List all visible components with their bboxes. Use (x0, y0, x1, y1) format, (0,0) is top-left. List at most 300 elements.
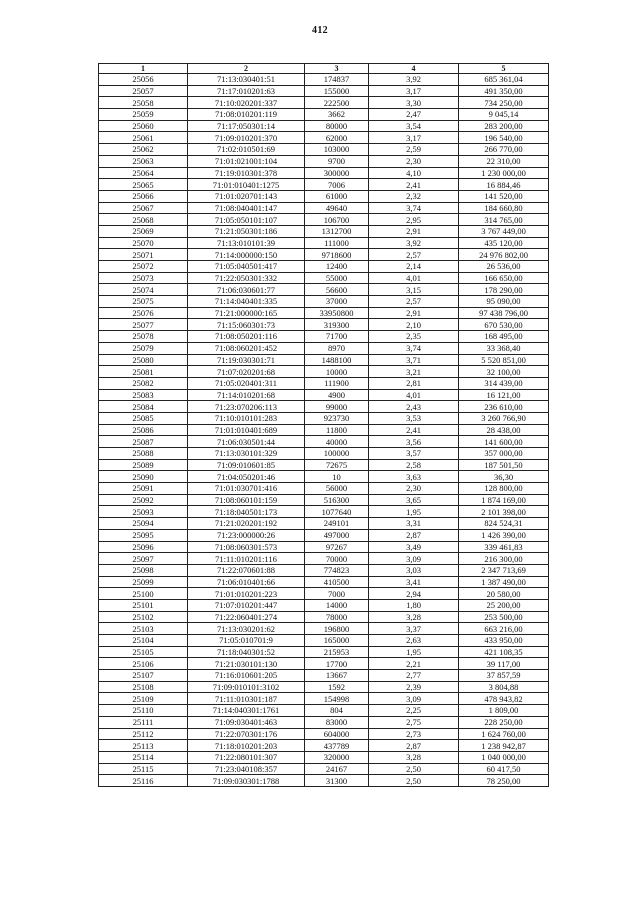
table-cell: 111900 (305, 377, 369, 389)
table-cell: 9 045,14 (459, 109, 549, 121)
table-cell: 25090 (99, 471, 188, 483)
table-cell: 25105 (99, 646, 188, 658)
table-cell: 25081 (99, 366, 188, 378)
table-cell: 4,10 (369, 167, 459, 179)
table-cell: 71:07:010201:447 (188, 599, 305, 611)
table-cell: 71:21:020201:192 (188, 518, 305, 530)
table-cell: 71:05:050101:107 (188, 214, 305, 226)
table-cell: 70000 (305, 553, 369, 565)
table-cell: 168 495,00 (459, 331, 549, 343)
table-cell: 25103 (99, 623, 188, 635)
table-cell: 4900 (305, 389, 369, 401)
table-cell: 3,53 (369, 412, 459, 424)
table-cell: 106700 (305, 214, 369, 226)
table-cell: 71:11:010201:116 (188, 553, 305, 565)
table-cell: 25095 (99, 529, 188, 541)
table-cell: 25100 (99, 588, 188, 600)
table-cell: 2,59 (369, 144, 459, 156)
table-cell: 25063 (99, 155, 188, 167)
table-row (99, 599, 549, 611)
table-cell: 25062 (99, 144, 188, 156)
table-row (99, 483, 549, 495)
table-cell: 25097 (99, 553, 188, 565)
table-cell: 2,25 (369, 705, 459, 717)
table-row (99, 564, 549, 576)
table-cell: 2,47 (369, 109, 459, 121)
table-cell: 25101 (99, 599, 188, 611)
table-cell: 2,39 (369, 681, 459, 693)
table-cell: 25072 (99, 261, 188, 273)
table-cell: 24 976 802,00 (459, 249, 549, 261)
table-cell: 10 (305, 471, 369, 483)
table-cell: 26 536,00 (459, 261, 549, 273)
table-body (99, 74, 549, 787)
table-cell: 97267 (305, 541, 369, 553)
table-cell: 25076 (99, 307, 188, 319)
table-cell: 2,63 (369, 635, 459, 647)
table-cell: 33 368,40 (459, 342, 549, 354)
table-cell: 61000 (305, 190, 369, 202)
table-cell: 2,87 (369, 740, 459, 752)
table-cell: 22 310,00 (459, 155, 549, 167)
table-cell: 71:16:010601:205 (188, 670, 305, 682)
table-cell: 2,94 (369, 588, 459, 600)
table-row (99, 132, 549, 144)
table-cell: 71700 (305, 331, 369, 343)
table-cell: 4,01 (369, 272, 459, 284)
table-row (99, 623, 549, 635)
table-row (99, 448, 549, 460)
table-cell: 78000 (305, 611, 369, 623)
table-cell: 71:06:030601:77 (188, 284, 305, 296)
table-cell: 3,63 (369, 471, 459, 483)
table-row (99, 611, 549, 623)
table-cell: 71:11:010301:187 (188, 693, 305, 705)
table-cell: 31300 (305, 775, 369, 787)
table-cell: 25080 (99, 354, 188, 366)
table-cell: 1592 (305, 681, 369, 693)
table-cell: 71:22:070601:88 (188, 564, 305, 576)
table-row (99, 751, 549, 763)
table-cell: 421 108,35 (459, 646, 549, 658)
table-row (99, 529, 549, 541)
table-cell: 1 426 390,00 (459, 529, 549, 541)
table-cell: 25058 (99, 97, 188, 109)
table-row (99, 436, 549, 448)
table-row (99, 97, 549, 109)
table-row (99, 576, 549, 588)
table-cell: 2 101 398,00 (459, 506, 549, 518)
table-cell: 320000 (305, 751, 369, 763)
table-row (99, 658, 549, 670)
table-cell: 71:13:030201:62 (188, 623, 305, 635)
table-cell: 56000 (305, 483, 369, 495)
table-cell: 266 770,00 (459, 144, 549, 156)
table-cell: 3,92 (369, 237, 459, 249)
table-cell: 3,92 (369, 74, 459, 86)
table-cell: 2,14 (369, 261, 459, 273)
table-cell: 5 520 851,00 (459, 354, 549, 366)
table-cell: 2,81 (369, 377, 459, 389)
table-cell: 3,74 (369, 202, 459, 214)
table-cell: 56600 (305, 284, 369, 296)
table-cell: 25116 (99, 775, 188, 787)
table-cell: 497000 (305, 529, 369, 541)
table-row (99, 377, 549, 389)
table-cell: 71:08:060201:452 (188, 342, 305, 354)
table-cell: 37000 (305, 296, 369, 308)
table-cell: 71:22:080101:307 (188, 751, 305, 763)
table-cell: 25107 (99, 670, 188, 682)
table-cell: 25112 (99, 728, 188, 740)
table-cell: 2,73 (369, 728, 459, 740)
table-cell: 187 501,50 (459, 459, 549, 471)
table-cell: 25079 (99, 342, 188, 354)
table-cell: 25069 (99, 225, 188, 237)
table-row (99, 179, 549, 191)
table-cell: 165000 (305, 635, 369, 647)
table-cell: 3,65 (369, 494, 459, 506)
table-cell: 437789 (305, 740, 369, 752)
table-cell: 4,01 (369, 389, 459, 401)
table-row (99, 459, 549, 471)
table-row (99, 646, 549, 658)
table-cell: 3,15 (369, 284, 459, 296)
table-cell: 25064 (99, 167, 188, 179)
table-cell: 71:18:040301:52 (188, 646, 305, 658)
table-cell: 25108 (99, 681, 188, 693)
table-cell: 216 300,00 (459, 553, 549, 565)
table-cell: 71:01:010401:1275 (188, 179, 305, 191)
table-cell: 1,95 (369, 506, 459, 518)
table-cell: 16 121,00 (459, 389, 549, 401)
table-cell: 25096 (99, 541, 188, 553)
table-cell: 71:14:040401:335 (188, 296, 305, 308)
table-cell: 1 624 760,00 (459, 728, 549, 740)
table-cell: 2,32 (369, 190, 459, 202)
table-cell: 3 767 449,00 (459, 225, 549, 237)
table-cell: 25084 (99, 401, 188, 413)
table-cell: 3,28 (369, 751, 459, 763)
table-row (99, 471, 549, 483)
table-cell: 25073 (99, 272, 188, 284)
table-cell: 685 361,04 (459, 74, 549, 86)
table-row (99, 518, 549, 530)
table-cell: 1488100 (305, 354, 369, 366)
table-cell: 3,30 (369, 97, 459, 109)
column-header: 5 (459, 64, 549, 74)
table-cell: 141 520,00 (459, 190, 549, 202)
table-row (99, 693, 549, 705)
table-cell: 25065 (99, 179, 188, 191)
table-cell: 71:14:010201:68 (188, 389, 305, 401)
table-cell: 71:08:040401:147 (188, 202, 305, 214)
table-cell: 25098 (99, 564, 188, 576)
table-cell: 25085 (99, 412, 188, 424)
table-cell: 71:19:010301:378 (188, 167, 305, 179)
table-cell: 25 200,00 (459, 599, 549, 611)
table-cell: 3662 (305, 109, 369, 121)
table-row (99, 167, 549, 179)
table-row (99, 342, 549, 354)
table-cell: 71:10:010101:283 (188, 412, 305, 424)
table-cell: 60 417,50 (459, 763, 549, 775)
table-cell: 3,74 (369, 342, 459, 354)
table-cell: 1077640 (305, 506, 369, 518)
table-cell: 71:05:020401:311 (188, 377, 305, 389)
table-row (99, 261, 549, 273)
table-row (99, 284, 549, 296)
table-cell: 155000 (305, 85, 369, 97)
table-cell: 71:21:030101:130 (188, 658, 305, 670)
table-cell: 25086 (99, 424, 188, 436)
table-cell: 1,80 (369, 599, 459, 611)
table-cell: 25083 (99, 389, 188, 401)
table-cell: 3 260 766,90 (459, 412, 549, 424)
table-cell: 9700 (305, 155, 369, 167)
table-cell: 95 090,00 (459, 296, 549, 308)
table-cell: 71:09:030401:463 (188, 716, 305, 728)
table-cell: 71:13:030401:51 (188, 74, 305, 86)
table-cell: 2,30 (369, 155, 459, 167)
table-cell: 78 250,00 (459, 775, 549, 787)
table-cell: 2,91 (369, 225, 459, 237)
table-cell: 8970 (305, 342, 369, 354)
table-cell: 3,49 (369, 541, 459, 553)
table-cell: 40000 (305, 436, 369, 448)
table-cell: 12400 (305, 261, 369, 273)
table-cell: 25110 (99, 705, 188, 717)
table-cell: 25068 (99, 214, 188, 226)
table-cell: 339 461,83 (459, 541, 549, 553)
table-row (99, 670, 549, 682)
table-cell: 71:06:030501:44 (188, 436, 305, 448)
table-cell: 516300 (305, 494, 369, 506)
table-cell: 196800 (305, 623, 369, 635)
table-row (99, 202, 549, 214)
table-cell: 72675 (305, 459, 369, 471)
table-row (99, 144, 549, 156)
table-cell: 25077 (99, 319, 188, 331)
table-cell: 71:01:030701:416 (188, 483, 305, 495)
table-cell: 2,35 (369, 331, 459, 343)
table-cell: 71:13:030101:329 (188, 448, 305, 460)
table-cell: 25070 (99, 237, 188, 249)
table-cell: 71:23:070206:113 (188, 401, 305, 413)
table-row (99, 307, 549, 319)
table-cell: 97 438 796,00 (459, 307, 549, 319)
table-row (99, 775, 549, 787)
table-cell: 10000 (305, 366, 369, 378)
table-cell: 3,41 (369, 576, 459, 588)
table-cell: 71:01:010201:223 (188, 588, 305, 600)
table-cell: 3 804,88 (459, 681, 549, 693)
table-cell: 166 650,00 (459, 272, 549, 284)
table-cell: 2 347 713,69 (459, 564, 549, 576)
table-cell: 37 857,59 (459, 670, 549, 682)
table-cell: 25106 (99, 658, 188, 670)
table-cell: 3,56 (369, 436, 459, 448)
table-cell: 25099 (99, 576, 188, 588)
table-cell: 2,57 (369, 249, 459, 261)
table-cell: 39 117,00 (459, 658, 549, 670)
table-cell: 3,54 (369, 120, 459, 132)
table-cell: 734 250,00 (459, 97, 549, 109)
table-cell: 2,87 (369, 529, 459, 541)
table-row (99, 74, 549, 86)
table-cell: 249101 (305, 518, 369, 530)
table-cell: 71:17:050301:14 (188, 120, 305, 132)
table-cell: 25093 (99, 506, 188, 518)
table-cell: 16 884,46 (459, 179, 549, 191)
table-cell: 25078 (99, 331, 188, 343)
table-cell: 154998 (305, 693, 369, 705)
table-header-row (99, 64, 549, 74)
table-cell: 25115 (99, 763, 188, 775)
table-cell: 25092 (99, 494, 188, 506)
table-cell: 3,17 (369, 132, 459, 144)
table-cell: 25082 (99, 377, 188, 389)
table-row (99, 214, 549, 226)
table-row (99, 412, 549, 424)
table-row (99, 319, 549, 331)
table-cell: 71:10:020201:337 (188, 97, 305, 109)
table-cell: 3,71 (369, 354, 459, 366)
table-cell: 2,57 (369, 296, 459, 308)
table-cell: 25113 (99, 740, 188, 752)
table-cell: 25091 (99, 483, 188, 495)
table-cell: 2,77 (369, 670, 459, 682)
table-row (99, 296, 549, 308)
table-cell: 25057 (99, 85, 188, 97)
table-row (99, 506, 549, 518)
table-cell: 28 438,00 (459, 424, 549, 436)
table-cell: 3,09 (369, 553, 459, 565)
table-cell: 71:02:010501:69 (188, 144, 305, 156)
table-cell: 11800 (305, 424, 369, 436)
table-cell: 71:09:010201:370 (188, 132, 305, 144)
table-cell: 3,28 (369, 611, 459, 623)
table-row (99, 553, 549, 565)
table-cell: 2,75 (369, 716, 459, 728)
table-cell: 1 040 000,00 (459, 751, 549, 763)
table-cell: 2,10 (369, 319, 459, 331)
table-row (99, 424, 549, 436)
table-cell: 670 530,00 (459, 319, 549, 331)
table-cell: 2,50 (369, 763, 459, 775)
table-cell: 2,30 (369, 483, 459, 495)
table-cell: 228 250,00 (459, 716, 549, 728)
table-cell: 184 660,80 (459, 202, 549, 214)
table-cell: 80000 (305, 120, 369, 132)
table-cell: 25066 (99, 190, 188, 202)
table-cell: 71:17:010201:63 (188, 85, 305, 97)
table-cell: 103000 (305, 144, 369, 156)
table-cell: 174837 (305, 74, 369, 86)
table-cell: 1 809,00 (459, 705, 549, 717)
table-cell: 71:09:010601:85 (188, 459, 305, 471)
table-cell: 7006 (305, 179, 369, 191)
table-cell: 357 000,00 (459, 448, 549, 460)
table-cell: 2,95 (369, 214, 459, 226)
table-cell: 319300 (305, 319, 369, 331)
table-cell: 2,41 (369, 179, 459, 191)
table-cell: 3,17 (369, 85, 459, 97)
table-cell: 33950800 (305, 307, 369, 319)
table-cell: 25104 (99, 635, 188, 647)
table-row (99, 190, 549, 202)
table-cell: 283 200,00 (459, 120, 549, 132)
table-cell: 236 610,00 (459, 401, 549, 413)
table-cell: 314 439,00 (459, 377, 549, 389)
table-cell: 2,58 (369, 459, 459, 471)
table-cell: 196 540,00 (459, 132, 549, 144)
table-cell: 410500 (305, 576, 369, 588)
table-cell: 25087 (99, 436, 188, 448)
table-cell: 71:01:020701:143 (188, 190, 305, 202)
table-row (99, 705, 549, 717)
table-cell: 25075 (99, 296, 188, 308)
table-row (99, 237, 549, 249)
table-cell: 71:23:040108:357 (188, 763, 305, 775)
table-cell: 2,41 (369, 424, 459, 436)
table-cell: 9718600 (305, 249, 369, 261)
table-cell: 774823 (305, 564, 369, 576)
table-cell: 71:13:010101:39 (188, 237, 305, 249)
table-cell: 25060 (99, 120, 188, 132)
table-cell: 36,30 (459, 471, 549, 483)
table-row (99, 716, 549, 728)
table-cell: 25109 (99, 693, 188, 705)
table-cell: 2,43 (369, 401, 459, 413)
table-cell: 71:22:060401:274 (188, 611, 305, 623)
table-cell: 2,50 (369, 775, 459, 787)
table-cell: 178 290,00 (459, 284, 549, 296)
table-cell: 141 600,00 (459, 436, 549, 448)
table-row (99, 109, 549, 121)
table-cell: 71:18:010201:203 (188, 740, 305, 752)
table-cell: 100000 (305, 448, 369, 460)
table-cell: 71:04:050201:46 (188, 471, 305, 483)
table-cell: 71:06:010401:66 (188, 576, 305, 588)
table-cell: 215953 (305, 646, 369, 658)
table-row (99, 401, 549, 413)
table-cell: 3,37 (369, 623, 459, 635)
table-cell: 17700 (305, 658, 369, 670)
column-header: 2 (188, 64, 305, 74)
table-row (99, 635, 549, 647)
table-cell: 491 350,00 (459, 85, 549, 97)
table-cell: 824 524,31 (459, 518, 549, 530)
table-cell: 32 100,00 (459, 366, 549, 378)
table-cell: 71:15:060301:73 (188, 319, 305, 331)
table-row (99, 588, 549, 600)
table-cell: 25114 (99, 751, 188, 763)
table-cell: 663 216,00 (459, 623, 549, 635)
table-cell: 71:08:010201:119 (188, 109, 305, 121)
table-row (99, 389, 549, 401)
table-cell: 2,21 (369, 658, 459, 670)
table-row (99, 494, 549, 506)
table-cell: 1 387 490,00 (459, 576, 549, 588)
table-cell: 2,91 (369, 307, 459, 319)
table-cell: 1,95 (369, 646, 459, 658)
table-cell: 71:09:010101:3102 (188, 681, 305, 693)
table-cell: 71:08:060101:159 (188, 494, 305, 506)
table-cell: 25094 (99, 518, 188, 530)
table-cell: 128 800,00 (459, 483, 549, 495)
table-row (99, 541, 549, 553)
